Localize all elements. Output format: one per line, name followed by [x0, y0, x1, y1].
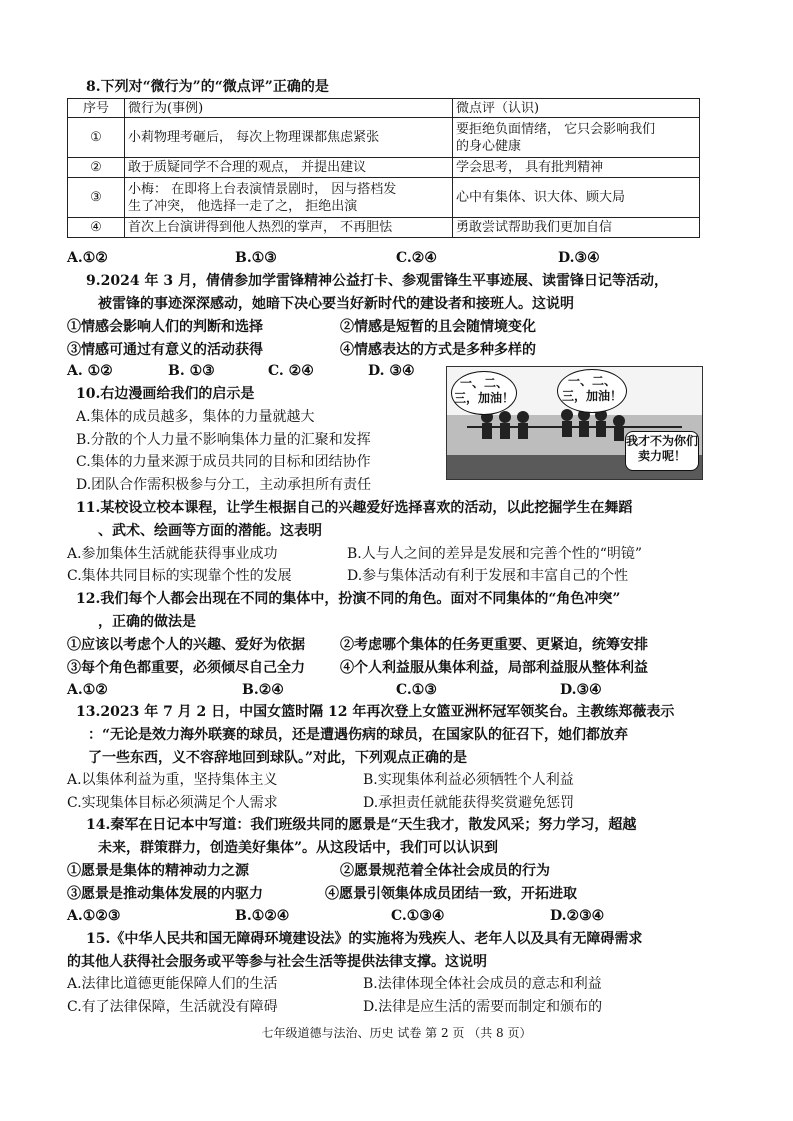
- q9-statement-2: ②情感是短暂的且会随情境变化: [340, 319, 536, 335]
- q12-statement-1: ①应该以考虑个人的兴趣、爱好为依据: [67, 637, 305, 653]
- q13-option-b: B.实现集体利益必须牺牲个人利益: [363, 772, 574, 788]
- q10-stem: 10.右边漫画给我们的启示是: [76, 386, 255, 402]
- q14-statement-3: ③愿景是推动集体发展的内驱力: [67, 886, 263, 902]
- q11-option-a: A.参加集体生活就能获得事业成功: [67, 546, 278, 562]
- q15-option-d: D.法律是应生活的需要而制定和颁布的: [363, 999, 603, 1015]
- q13-stem-line3: 了一些东西，义不容辞地回到球队。”对此，下列观点正确的是: [88, 750, 468, 766]
- row-act: 小莉物理考砸后， 每次上物理课都焦虑紧张: [125, 118, 453, 158]
- speech-bubble-right: 一、二、三，加油！: [557, 369, 627, 413]
- q12-statement-3: ③每个角色都重要，必须倾尽自己全力: [67, 660, 305, 676]
- header-act: 微行为(事例): [125, 99, 453, 118]
- q12-statement-2: ②考虑哪个集体的任务更重要、更紧迫，统筹安排: [340, 637, 648, 653]
- q13-stem-line2: ：“无论是效力海外联赛的球员，还是遭遇伤病的球员，在国家队的征召下，她们都放弃: [88, 727, 629, 743]
- row-num: ②: [68, 158, 125, 178]
- q8-option-b: B.①③: [235, 250, 277, 266]
- q14-option-a: A.①②③: [67, 908, 121, 924]
- q11-stem-line2: 、武术、绘画等方面的潜能。这表明: [98, 523, 322, 539]
- q12-statement-4: ④个人利益服从集体利益，局部利益服从整体利益: [340, 660, 648, 676]
- q15-stem-line1: 15.《中华人民共和国无障碍环境建设法》的实施将为残疾人、老年人以及具有无障碍需求: [86, 931, 643, 947]
- q13-option-d: D.承担责任就能获得奖赏避免惩罚: [363, 795, 575, 811]
- page-footer: 七年级道德与法治、历史 试卷 第 2 页 （共 8 页）: [261, 1026, 532, 1040]
- q15-option-a: A.法律比道德更能保障人们的生活: [67, 976, 278, 992]
- q9-option-c: C. ②④: [268, 363, 314, 379]
- q12-option-c: C.①③: [396, 682, 437, 698]
- row-num: ④: [68, 218, 125, 238]
- q8-option-a: A.①②: [67, 250, 108, 266]
- q8-option-d: D.③④: [558, 250, 600, 266]
- table-row: [68, 158, 700, 178]
- q15-option-b: B.法律体现全体社会成员的意志和利益: [363, 976, 602, 992]
- q14-option-c: C.①③④: [391, 908, 445, 924]
- row-comment: 心中有集体、识大体、顾大局: [453, 178, 700, 218]
- q8-option-c: C.②④: [396, 250, 437, 266]
- q13-stem-line1: 13.2023 年 7 月 2 日，中国女篮时隔 12 年再次登上女篮亚洲杯冠军领奖台。主教练郑薇表示: [76, 704, 675, 720]
- q15-option-c: C.有了法律保障，生活就没有障碍: [67, 999, 278, 1015]
- q12-stem-line1: 12.我们每个人都会出现在不同的集体中，扮演不同的角色。面对不同集体的“角色冲突”: [76, 591, 621, 607]
- row-act: 首次上台演讲得到他人热烈的掌声， 不再胆怯: [125, 218, 453, 238]
- q14-option-b: B.①②④: [235, 908, 290, 924]
- row-act: 敢于质疑同学不合理的观点， 并提出建议: [125, 158, 453, 178]
- q9-option-b: B. ①③: [168, 363, 215, 379]
- q13-option-a: A.以集体利益为重，坚持集体主义: [67, 772, 278, 788]
- q10-option-a: A.集体的成员越多，集体的力量就越大: [76, 409, 315, 425]
- row-act: [125, 178, 453, 218]
- q14-option-d: D.②③④: [550, 908, 605, 924]
- q11-option-d: D.参与集体活动有利于发展和丰富自己的个性: [347, 568, 629, 584]
- speech-bubble-refuse: 我才不为你们卖力呢！: [625, 431, 699, 471]
- q14-statement-1: ①愿景是集体的精神动力之源: [67, 863, 249, 879]
- row-num: ①: [68, 118, 125, 158]
- q9-statement-4: ④情感表达的方式是多种多样的: [340, 342, 536, 358]
- table-row: [68, 118, 700, 158]
- q8-table: [67, 98, 700, 238]
- q10-option-b: B.分散的个人力量不影响集体力量的汇聚和发挥: [76, 432, 371, 448]
- q9-statement-1: ①情感会影响人们的判断和选择: [67, 319, 263, 335]
- q12-stem-line2: ，正确的做法是: [98, 614, 196, 630]
- q9-option-d: D. ③④: [368, 363, 415, 379]
- q9-option-a: A. ①②: [67, 363, 113, 379]
- act-line1: 小梅： 在即将上台表演情景剧时， 因与搭档发: [128, 181, 397, 197]
- q11-stem-line1: 11.某校设立校本课程，让学生根据自己的兴趣爱好选择喜欢的活动，以此挖掘学生在舞蹈: [76, 500, 633, 516]
- row-num: ③: [68, 178, 125, 218]
- q11-option-b: B.人与人之间的差异是发展和完善个性的“明镜”: [347, 546, 643, 562]
- q8-stem: 8.下列对“微行为”的“微点评”正确的是: [86, 79, 329, 95]
- row-comment: [453, 118, 700, 158]
- q12-option-b: B.②④: [242, 682, 284, 698]
- table-row: [68, 218, 700, 238]
- q10-option-c: C.集体的力量来源于成员共同的目标和团结协作: [76, 454, 371, 470]
- q9-stem-line1: 9.2024 年 3 月，倩倩参加学雷锋精神公益打卡、参观雷锋生平事迹展、读雷锋日记等活动，: [86, 273, 668, 289]
- q10-option-d: D.团队合作需积极参与分工，主动承担所有责任: [76, 477, 372, 493]
- table-row: [68, 178, 700, 218]
- header-num: 序号: [68, 99, 125, 118]
- act-line2: 生了冲突， 他选择一走了之， 拒绝出演: [128, 198, 358, 214]
- q14-stem-line2: 未来，群策群力，创造美好集体”。从这段话中，我们可以认识到: [98, 840, 499, 856]
- row-comment: 勇敢尝试帮助我们更加自信: [453, 218, 700, 238]
- q11-option-c: C.集体共同目标的实现靠个性的发展: [67, 568, 292, 584]
- q13-option-c: C.实现集体目标必须满足个人需求: [67, 795, 278, 811]
- row-comment: 学会思考， 具有批判精神: [453, 158, 700, 178]
- q9-stem-line2: 被雷锋的事迹深深感动，她暗下决心要当好新时代的建设者和接班人。这说明: [98, 296, 574, 312]
- tug-of-war-cartoon: [446, 366, 703, 480]
- speech-bubble-left: 一、二、三，加油！: [451, 371, 517, 415]
- q9-statement-3: ③情感可通过有意义的活动获得: [67, 342, 263, 358]
- q14-stem-line1: 14.秦军在日记本中写道：我们班级共同的愿景是“天生我才，散发风采；努力学习，超越: [86, 817, 637, 833]
- q12-option-a: A.①②: [67, 682, 108, 698]
- q15-stem-line2: 的其他人获得社会服务或平等参与社会生活等提供法律支撑。这说明: [67, 954, 487, 970]
- header-comment: 微点评（认识): [453, 99, 700, 118]
- q14-statement-2: ②愿景规范着全体社会成员的行为: [340, 863, 550, 879]
- q14-statement-4: ④愿景引领集体成员团结一致，开拓进取: [325, 886, 577, 902]
- comment-line2: 的身心健康: [456, 138, 522, 154]
- comment-line1: 要拒绝负面情绪， 它只会影响我们: [456, 121, 656, 137]
- q12-option-d: D.③④: [560, 682, 602, 698]
